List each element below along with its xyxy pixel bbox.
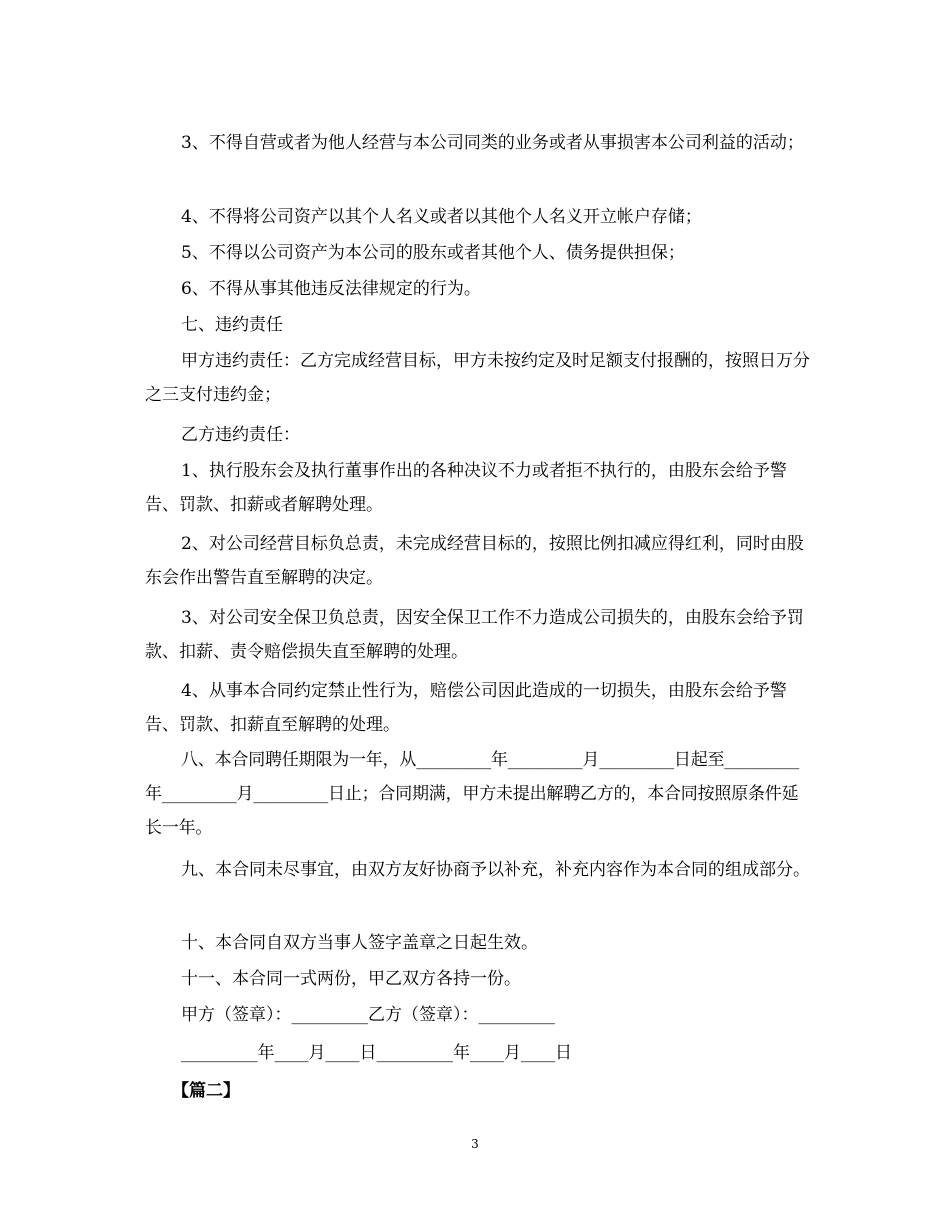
paragraph-b-item-2: 2、对公司经营目标负总责，未完成经营目标的，按照比例扣减应得红利，同时由股东会作出警告直至解聘的决定。: [145, 534, 804, 588]
paragraph-party-b-liability: 乙方违约责任：: [181, 425, 300, 445]
signature-line: 甲方（签章）：_________乙方（签章）：_________: [181, 1005, 555, 1025]
paragraph-term-clause: 八、本合同聘任期限为一年，从_________年_________月_________日起至_________年_________月_________日止；合同期满，甲方未提出解聘乙方的，本合同按照原条件延长一年。: [145, 750, 799, 838]
paragraph-item-6: 6、不得从事其他违反法律规定的行为。: [181, 279, 481, 299]
paragraph-effective-clause: 十、本合同自双方当事人签字盖章之日起生效。: [181, 933, 538, 953]
paragraph-b-item-4: 4、从事本合同约定禁止性行为，赔偿公司因此造成的一切损失，由股东会给予警告、罚款、扣薪直至解聘的处理。: [145, 681, 787, 735]
section-heading-breach: 七、违约责任: [181, 315, 283, 335]
paragraph-b-item-1: 1、执行股东会及执行董事作出的各种决议不力或者拒不执行的，由股东会给予警告、罚款、扣薪或者解聘处理。: [145, 461, 787, 515]
paragraph-item-3: 3、不得自营或者为他人经营与本公司同类的业务或者从事损害本公司利益的活动；: [181, 133, 804, 153]
paragraph-supplement-clause: 九、本合同未尽事宜，由双方友好协商予以补充，补充内容作为本合同的组成部分。: [181, 860, 810, 880]
page-number: 3: [471, 1137, 479, 1151]
paragraph-item-5: 5、不得以公司资产为本公司的股东或者其他个人、债务提供担保；: [181, 243, 685, 263]
paragraph-party-a-liability: 甲方违约责任：乙方完成经营目标，甲方未按约定及时足额支付报酬的，按照日万分之三支付违约金；: [145, 351, 810, 405]
section-heading-part-two: 【篇二】: [172, 1081, 240, 1101]
paragraph-b-item-3: 3、对公司安全保卫负总责，因安全保卫工作不力造成公司损失的，由股东会给予罚款、扣薪、责令赔偿损失直至解聘的处理。: [145, 608, 804, 662]
paragraph-item-4: 4、不得将公司资产以其个人名义或者以其他个人名义开立帐户存储；: [181, 207, 702, 227]
date-line: _________年____月____日_________年____月____日: [181, 1043, 572, 1063]
paragraph-copies-clause: 十一、本合同一式两份，甲乙双方各持一份。: [181, 969, 521, 989]
